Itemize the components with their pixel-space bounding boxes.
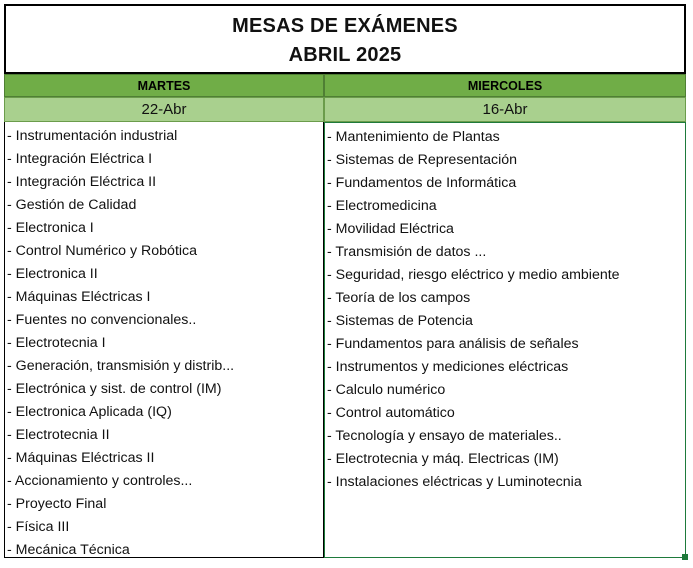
selection-fill-handle[interactable]: [682, 554, 688, 560]
list-item: - Sistemas de Potencia: [327, 313, 473, 329]
list-item: - Transmisión de datos ...: [327, 244, 487, 260]
list-item: - Integración Eléctrica I: [7, 151, 153, 167]
title-line-2: ABRIL 2025: [288, 44, 402, 66]
list-item: - Mecánica Técnica: [7, 542, 130, 558]
list-item: - Gestión de Calidad: [7, 197, 137, 213]
list-item: - Máquinas Eléctricas I: [7, 289, 151, 305]
title-line-1: MESAS DE EXÁMENES: [232, 15, 458, 37]
list-item: - Electrotecnia y máq. Electricas (IM): [327, 451, 559, 467]
subject-list-tuesday: [5, 125, 234, 562]
list-item: - Electrónica y sist. de control (IM): [7, 381, 222, 397]
list-item: - Mantenimiento de Plantas: [327, 129, 500, 145]
subjects-column-wednesday[interactable]: [324, 122, 686, 558]
list-item: - Teoría de los campos: [327, 290, 471, 306]
list-item: - Proyecto Final: [7, 496, 107, 512]
title-cell[interactable]: [4, 4, 686, 74]
list-item: - Seguridad, riesgo eléctrico y medio ambiente: [327, 267, 620, 283]
list-item: - Integración Eléctrica II: [7, 174, 157, 190]
list-item: - Máquinas Eléctricas II: [7, 450, 155, 466]
exam-schedule-sheet: [4, 4, 686, 559]
list-item: - Electromedicina: [327, 198, 437, 214]
list-item: - Generación, transmisión y distrib...: [7, 358, 235, 374]
list-item: - Instrumentación industrial: [7, 128, 178, 144]
list-item: - Electronica I: [7, 220, 94, 236]
subject-list-wednesday: [325, 126, 620, 494]
list-item: - Control automático: [327, 405, 455, 421]
list-item: - Control Numérico y Robótica: [7, 243, 198, 259]
list-item: - Electrotecnia I: [7, 335, 106, 351]
date-cell-wednesday[interactable]: 16-Abr: [324, 97, 686, 122]
date-cell-tuesday[interactable]: 22-Abr: [4, 97, 324, 122]
list-item: - Tecnología y ensayo de materiales..: [327, 428, 562, 444]
subjects-column-tuesday[interactable]: [4, 122, 324, 558]
list-item: - Movilidad Eléctrica: [327, 221, 454, 237]
day-header-tuesday[interactable]: MARTES: [4, 74, 324, 97]
list-item: - Calculo numérico: [327, 382, 446, 398]
list-item: - Instalaciones eléctricas y Luminotecnia: [327, 474, 582, 490]
list-item: - Electrotecnia II: [7, 427, 110, 443]
list-item: - Electronica Aplicada (IQ): [7, 404, 172, 420]
list-item: - Instrumentos y mediciones eléctricas: [327, 359, 569, 375]
list-item: - Fundamentos para análisis de señales: [327, 336, 579, 352]
list-item: - Fuentes no convencionales..: [7, 312, 197, 328]
list-item: - Electronica II: [7, 266, 98, 282]
list-item: - Física III: [7, 519, 70, 535]
day-header-wednesday[interactable]: MIERCOLES: [324, 74, 686, 97]
list-item: - Sistemas de Representación: [327, 152, 518, 168]
list-item: - Accionamiento y controles...: [7, 473, 193, 489]
list-item: - Fundamentos de Informática: [327, 175, 517, 191]
